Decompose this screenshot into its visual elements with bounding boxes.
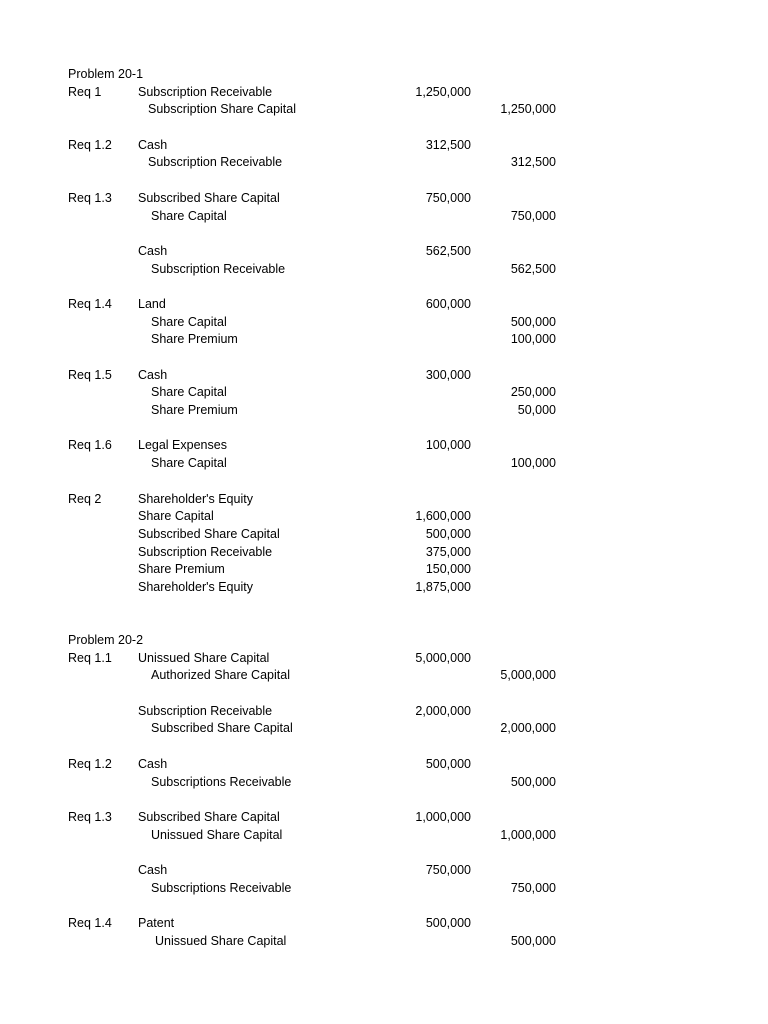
debit-amount: 2,000,000 xyxy=(415,703,471,718)
account-name: Share Capital xyxy=(138,509,214,524)
journal-line xyxy=(0,331,768,349)
account-name: Shareholder's Equity xyxy=(138,579,253,594)
credit-amount: 750,000 xyxy=(510,208,556,223)
requirement-label: Req 1 xyxy=(68,84,102,99)
debit-amount: 500,000 xyxy=(425,526,471,541)
section-spacer xyxy=(0,597,768,632)
journal-line xyxy=(0,720,768,738)
journal-line xyxy=(0,437,768,455)
journal-line xyxy=(0,561,768,579)
journal-line xyxy=(0,827,768,845)
journal-line xyxy=(0,367,768,385)
account-name: Authorized Share Capital xyxy=(151,668,290,683)
requirement-label: Req 1.6 xyxy=(68,438,112,453)
debit-amount: 300,000 xyxy=(425,367,471,382)
credit-amount: 50,000 xyxy=(517,403,556,418)
journal-line xyxy=(0,508,768,526)
entry-spacer xyxy=(0,844,768,862)
credit-amount: 2,000,000 xyxy=(500,721,556,736)
account-name: Share Capital xyxy=(151,456,227,471)
account-name: Share Capital xyxy=(151,385,227,400)
account-name: Share Premium xyxy=(151,332,238,347)
credit-amount: 250,000 xyxy=(510,385,556,400)
requirement-label: Req 1.2 xyxy=(68,137,112,152)
journal-line xyxy=(0,650,768,668)
entry-spacer xyxy=(0,685,768,703)
debit-amount: 750,000 xyxy=(425,862,471,877)
account-name: Share Premium xyxy=(151,403,238,418)
requirement-label: Req 1.3 xyxy=(68,190,112,205)
credit-amount: 562,500 xyxy=(510,261,556,276)
entry-spacer xyxy=(0,172,768,190)
account-name: Cash xyxy=(138,243,168,258)
journal-line xyxy=(0,544,768,562)
journal-line xyxy=(0,703,768,721)
debit-amount: 100,000 xyxy=(425,438,471,453)
debit-amount: 1,875,000 xyxy=(415,579,471,594)
account-name: Share Capital xyxy=(151,314,227,329)
debit-amount: 1,250,000 xyxy=(415,84,471,99)
credit-amount: 100,000 xyxy=(510,332,556,347)
entry-spacer xyxy=(0,791,768,809)
account-name: Subscription Receivable xyxy=(138,84,273,99)
account-name: Legal Expenses xyxy=(138,438,227,453)
debit-amount: 750,000 xyxy=(425,190,471,205)
journal-line xyxy=(0,915,768,933)
debit-amount: 562,500 xyxy=(425,243,471,258)
account-name: Subscription Receivable xyxy=(138,703,273,718)
credit-amount: 100,000 xyxy=(510,456,556,471)
account-name: Subscription Receivable xyxy=(151,261,286,276)
entry-spacer xyxy=(0,473,768,491)
requirement-label: Req 2 xyxy=(68,491,102,506)
account-name: Patent xyxy=(138,916,175,931)
account-name: Subscribed Share Capital xyxy=(138,809,280,824)
credit-amount: 1,000,000 xyxy=(500,827,556,842)
entry-spacer xyxy=(0,225,768,243)
problem-2-entries xyxy=(0,650,768,951)
debit-amount: 375,000 xyxy=(425,544,471,559)
credit-amount: 1,250,000 xyxy=(500,102,556,117)
debit-amount: 5,000,000 xyxy=(415,650,471,665)
account-name: Subscription Share Capital xyxy=(148,102,296,117)
journal-line xyxy=(0,296,768,314)
account-name: Cash xyxy=(138,367,168,382)
entry-spacer xyxy=(0,738,768,756)
account-name: Unissued Share Capital xyxy=(151,827,283,842)
entry-spacer xyxy=(0,119,768,137)
journal-line xyxy=(0,261,768,279)
account-name: Subscribed Share Capital xyxy=(138,190,280,205)
requirement-label: Req 1.5 xyxy=(68,367,112,382)
credit-amount: 500,000 xyxy=(510,774,556,789)
debit-amount: 312,500 xyxy=(425,137,471,152)
account-name: Cash xyxy=(138,137,168,152)
journal-line xyxy=(0,384,768,402)
credit-amount: 750,000 xyxy=(510,880,556,895)
requirement-label: Req 1.2 xyxy=(68,756,112,771)
account-name: Cash xyxy=(138,756,168,771)
journal-line xyxy=(0,756,768,774)
journal-line xyxy=(0,190,768,208)
journal-line xyxy=(0,314,768,332)
requirement-label: Req 1.1 xyxy=(68,650,112,665)
problem-2-title: Problem 20-2 xyxy=(68,633,144,648)
requirement-label: Req 1.3 xyxy=(68,809,112,824)
journal-line xyxy=(0,862,768,880)
account-name: Share Capital xyxy=(151,208,227,223)
account-name: Shareholder's Equity xyxy=(138,491,253,506)
journal-line xyxy=(0,243,768,261)
entry-spacer xyxy=(0,349,768,367)
credit-amount: 500,000 xyxy=(510,314,556,329)
credit-amount: 500,000 xyxy=(510,933,556,948)
journal-line xyxy=(0,137,768,155)
credit-amount: 312,500 xyxy=(510,155,556,170)
journal-line xyxy=(0,667,768,685)
account-name: Subscribed Share Capital xyxy=(151,721,293,736)
debit-amount: 600,000 xyxy=(425,296,471,311)
journal-line xyxy=(0,402,768,420)
account-name: Subscriptions Receivable xyxy=(151,880,292,895)
debit-amount: 1,000,000 xyxy=(415,809,471,824)
journal-line xyxy=(0,526,768,544)
account-name: Unissued Share Capital xyxy=(155,933,287,948)
debit-amount: 1,600,000 xyxy=(415,509,471,524)
account-name: Unissued Share Capital xyxy=(138,650,270,665)
account-name: Subscription Receivable xyxy=(148,155,283,170)
credit-amount: 5,000,000 xyxy=(500,668,556,683)
journal-line xyxy=(0,491,768,509)
journal-line xyxy=(0,933,768,951)
journal-sheet xyxy=(0,66,768,950)
journal-line xyxy=(0,208,768,226)
journal-line xyxy=(0,579,768,597)
journal-line xyxy=(0,880,768,898)
account-name: Cash xyxy=(138,862,168,877)
account-name: Subscriptions Receivable xyxy=(151,774,292,789)
journal-line xyxy=(0,809,768,827)
entry-spacer xyxy=(0,420,768,438)
debit-amount: 150,000 xyxy=(425,562,471,577)
problem-1-title: Problem 20-1 xyxy=(68,67,144,81)
account-name: Subscribed Share Capital xyxy=(138,526,280,541)
journal-line xyxy=(0,101,768,119)
entry-spacer xyxy=(0,897,768,915)
debit-amount: 500,000 xyxy=(425,916,471,931)
journal-line xyxy=(0,84,768,102)
account-name: Share Premium xyxy=(138,562,225,577)
account-name: Subscription Receivable xyxy=(138,544,273,559)
journal-line xyxy=(0,154,768,172)
debit-amount: 500,000 xyxy=(425,756,471,771)
account-name: Land xyxy=(138,296,166,311)
requirement-label: Req 1.4 xyxy=(68,296,112,311)
entry-spacer xyxy=(0,278,768,296)
problem-1-entries xyxy=(0,84,768,597)
journal-line xyxy=(0,774,768,792)
journal-line xyxy=(0,455,768,473)
requirement-label: Req 1.4 xyxy=(68,916,112,931)
